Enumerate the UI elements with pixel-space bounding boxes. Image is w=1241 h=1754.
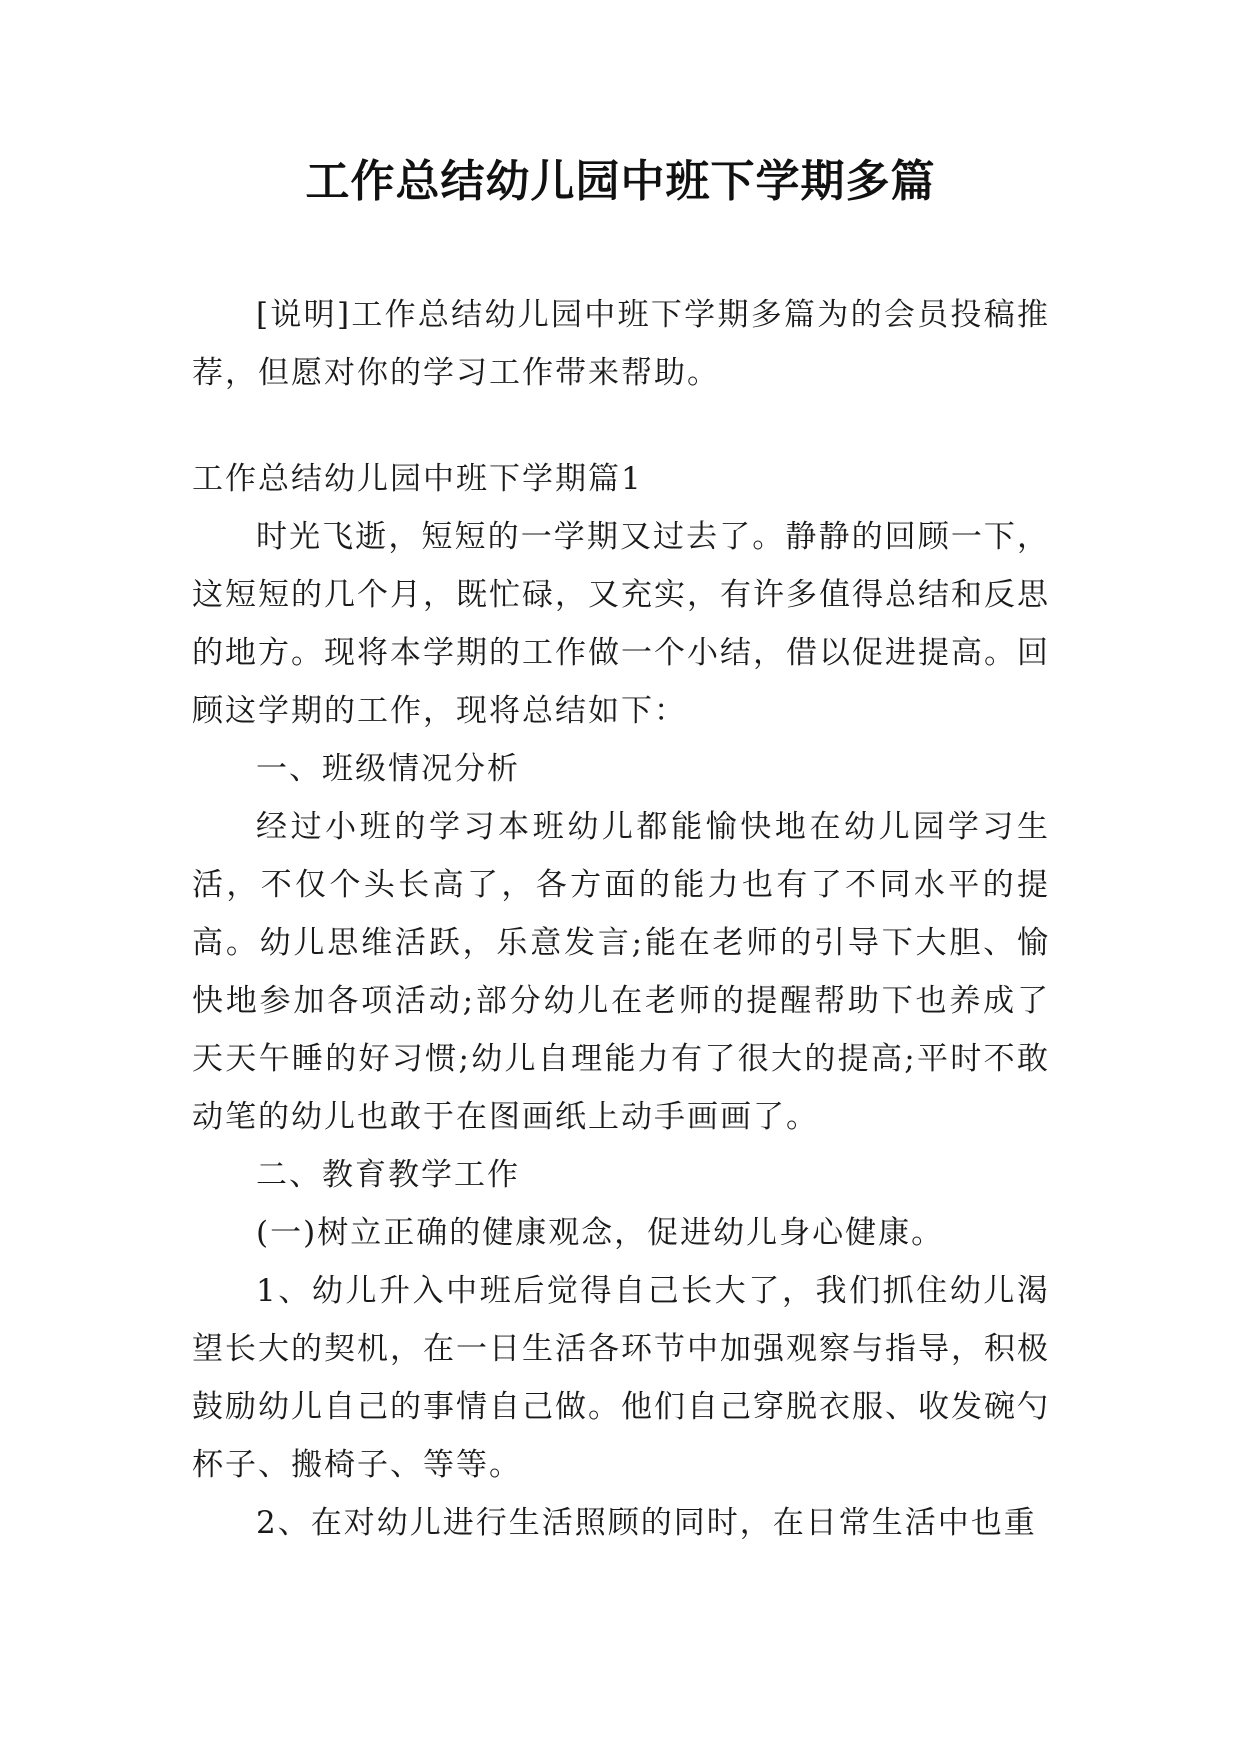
paragraph-3: 1、幼儿升入中班后觉得自己长大了，我们抓住幼儿渴望长大的契机，在一日生活各环节中加强观察与指导，积极鼓励幼儿自己的事情自己做。他们自己穿脱衣服、收发碗勺杯子、搬椅子、等等。 — [192, 1273, 1050, 1483]
subheading-health: (一)树立正确的健康观念，促进幼儿身心健康。 — [256, 1215, 945, 1251]
subheading-teaching-work: 二、教育教学工作 — [256, 1157, 520, 1193]
spacer — [192, 402, 1050, 450]
paragraph-1: 时光飞逝，短短的一学期又过去了。静静的回顾一下，这短短的几个月，既忙碌，又充实，有许多值得总结和反思的地方。现将本学期的工作做一个小结，借以促进提高。回顾这学期的工作，现将总结如下： — [192, 519, 1050, 729]
subheading-class-analysis: 一、班级情况分析 — [256, 751, 520, 787]
section-heading: 工作总结幼儿园中班下学期篇1 — [192, 461, 643, 497]
document-body — [192, 286, 1050, 1552]
document-title: 工作总结幼儿园中班下学期多篇 — [305, 156, 936, 207]
paragraph-2: 经过小班的学习本班幼儿都能愉快地在幼儿园学习生活，不仅个头长高了，各方面的能力也有了不同水平的提高。幼儿思维活跃，乐意发言;能在老师的引导下大胆、愉快地参加各项活动;部分幼儿在老师的提醒帮助下也养成了天天午睡的好习惯;幼儿自理能力有了很大的提高;平时不敢动笔的幼儿也敢于在图画纸上动手画画了。 — [192, 809, 1050, 1135]
intro-note: [说明]工作总结幼儿园中班下学期多篇为的会员投稿推荐，但愿对你的学习工作带来帮助。 — [192, 297, 1050, 391]
paragraph-4: 2、在对幼儿进行生活照顾的同时，在日常生活中也重 — [256, 1505, 1037, 1541]
